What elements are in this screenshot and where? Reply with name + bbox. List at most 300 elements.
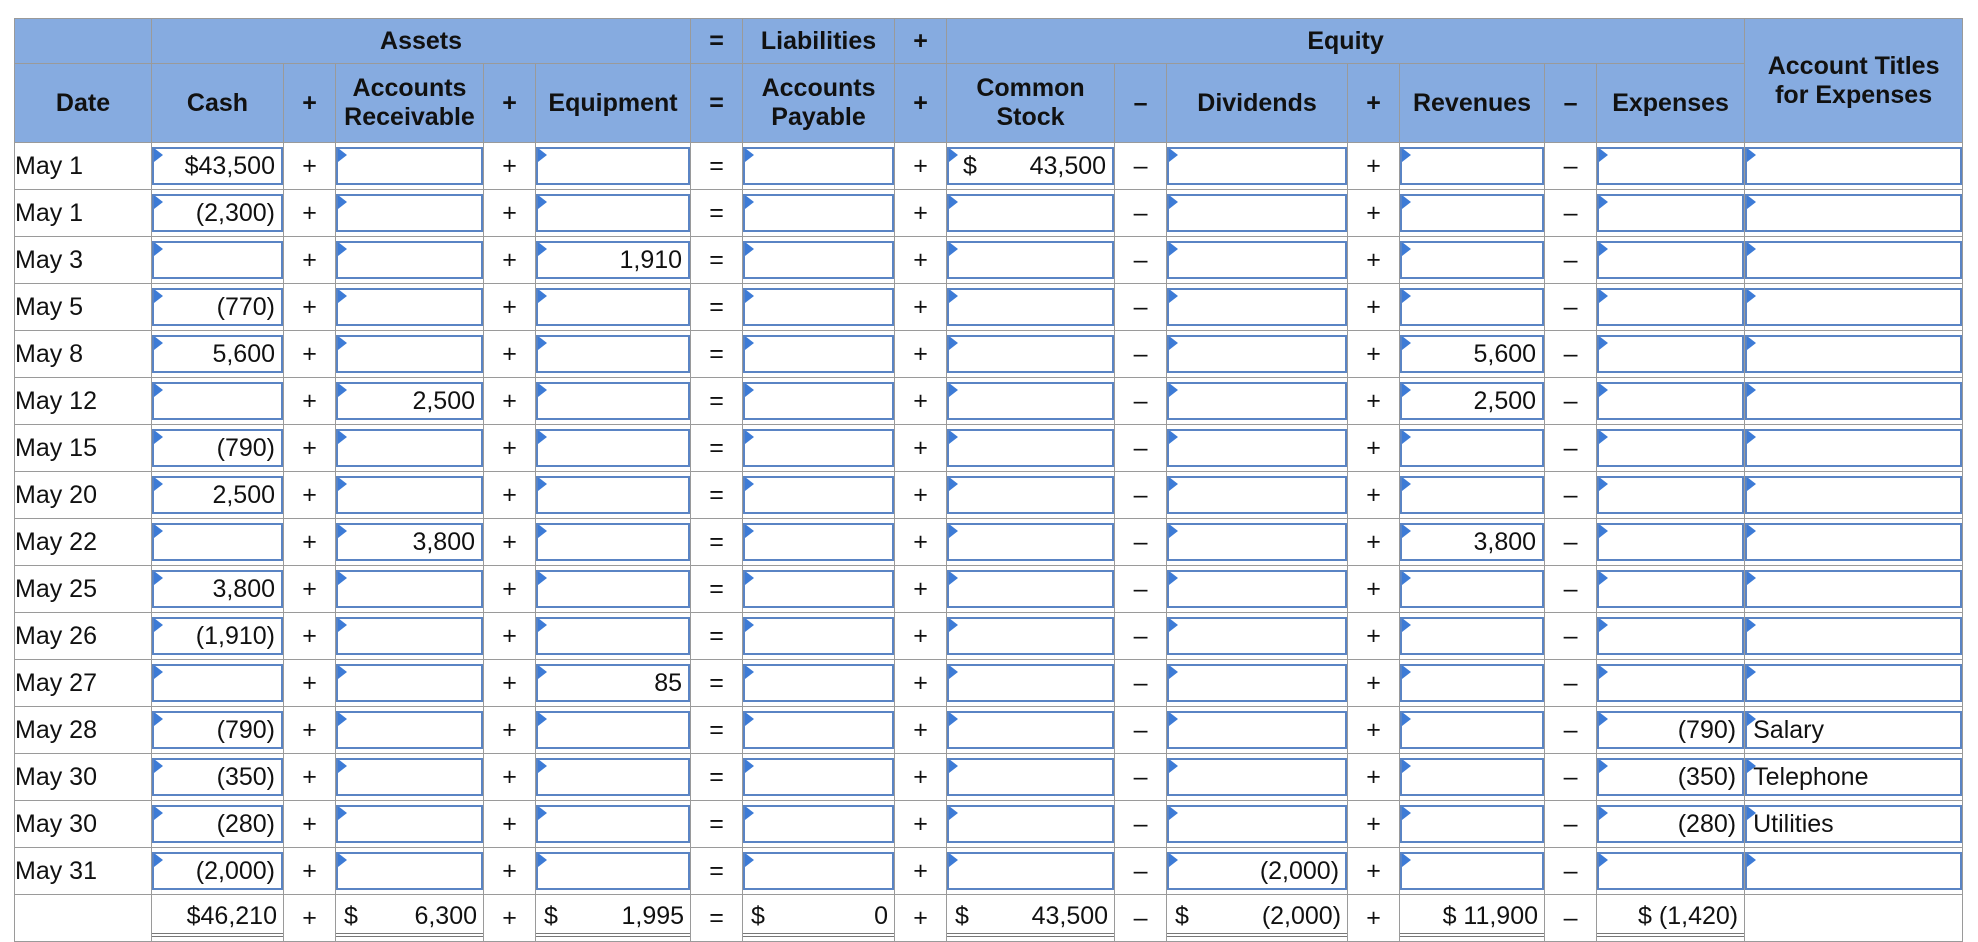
operator-sign: + bbox=[484, 613, 536, 660]
cash-input[interactable] bbox=[152, 241, 283, 279]
expenses-cell bbox=[1597, 425, 1745, 472]
common-stock-input[interactable] bbox=[947, 288, 1114, 326]
operator-sign: – bbox=[1115, 754, 1167, 801]
equipment-input[interactable] bbox=[536, 429, 690, 467]
operator-sign: = bbox=[691, 613, 743, 660]
accounts-receivable-input[interactable] bbox=[336, 288, 483, 326]
input-marker-icon bbox=[745, 571, 754, 585]
expenses-input[interactable] bbox=[1597, 617, 1744, 655]
date-cell: May 30 bbox=[15, 801, 152, 848]
equipment-input[interactable] bbox=[536, 711, 690, 749]
input-marker-icon bbox=[338, 477, 347, 491]
expenses-input[interactable] bbox=[1597, 570, 1744, 608]
revenues-value: 2,500 bbox=[1473, 386, 1537, 415]
dividends-input[interactable] bbox=[1167, 805, 1347, 843]
accounts-payable-input[interactable] bbox=[743, 476, 894, 514]
dividends-input[interactable] bbox=[1167, 288, 1347, 326]
dividends-input[interactable] bbox=[1167, 476, 1347, 514]
expenses-input[interactable] bbox=[1597, 382, 1744, 420]
input-marker-icon bbox=[949, 477, 958, 491]
dividends-input[interactable] bbox=[1167, 664, 1347, 702]
operator-sign: = bbox=[691, 566, 743, 613]
equipment-cell bbox=[536, 566, 691, 613]
operator-sign: – bbox=[1115, 472, 1167, 519]
expense-title-input[interactable] bbox=[1745, 335, 1962, 373]
common-stock-input[interactable] bbox=[947, 711, 1114, 749]
revenues-input[interactable] bbox=[1400, 758, 1544, 796]
common-stock-cell bbox=[947, 472, 1115, 519]
input-marker-icon bbox=[1169, 712, 1178, 726]
accounts-receivable-input[interactable] bbox=[336, 664, 483, 702]
table-row bbox=[15, 754, 1963, 801]
input-marker-icon bbox=[1747, 712, 1756, 726]
input-marker-icon bbox=[1169, 289, 1178, 303]
common-stock-input[interactable] bbox=[947, 241, 1114, 279]
equipment-input[interactable] bbox=[536, 758, 690, 796]
cash-input[interactable] bbox=[152, 523, 283, 561]
accounts-payable-cell bbox=[743, 660, 895, 707]
operator-sign: – bbox=[1545, 425, 1597, 472]
input-marker-icon bbox=[949, 759, 958, 773]
operator-sign: + bbox=[284, 237, 336, 284]
dividends-input[interactable] bbox=[1167, 570, 1347, 608]
input-marker-icon bbox=[538, 289, 547, 303]
header-group-assets: Assets bbox=[152, 19, 691, 64]
expenses-input[interactable] bbox=[1597, 476, 1744, 514]
expenses-input[interactable] bbox=[1597, 711, 1744, 749]
accounts-receivable-cell bbox=[336, 331, 484, 378]
operator-sign: + bbox=[1348, 237, 1400, 284]
revenues-input[interactable] bbox=[1400, 194, 1544, 232]
equipment-input[interactable] bbox=[536, 241, 690, 279]
common-stock-input[interactable] bbox=[947, 852, 1114, 890]
expense-title-input[interactable] bbox=[1745, 476, 1962, 514]
common-stock-input[interactable] bbox=[947, 523, 1114, 561]
cash-value: (280) bbox=[216, 809, 275, 838]
cash-input[interactable] bbox=[152, 617, 283, 655]
input-marker-icon bbox=[1169, 806, 1178, 820]
operator-sign: – bbox=[1115, 237, 1167, 284]
common-stock-input[interactable] bbox=[947, 664, 1114, 702]
cash-value: (790) bbox=[216, 433, 275, 462]
accounts-payable-input[interactable] bbox=[743, 241, 894, 279]
common-stock-input[interactable] bbox=[947, 805, 1114, 843]
cash-input[interactable] bbox=[152, 335, 283, 373]
expense-title-cell bbox=[1745, 848, 1963, 895]
revenues-total-cell bbox=[1400, 895, 1545, 942]
accounts-payable-input[interactable] bbox=[743, 617, 894, 655]
revenues-cell bbox=[1400, 472, 1545, 519]
input-marker-icon bbox=[1402, 477, 1411, 491]
operator-sign: + bbox=[895, 284, 947, 331]
currency-symbol: $ bbox=[1175, 901, 1189, 930]
cash-input[interactable] bbox=[152, 805, 283, 843]
input-marker-icon bbox=[745, 524, 754, 538]
expenses-total-cell bbox=[1597, 895, 1745, 942]
revenues-input[interactable] bbox=[1400, 570, 1544, 608]
accounts-receivable-cell bbox=[336, 190, 484, 237]
input-marker-icon bbox=[745, 148, 754, 162]
input-marker-icon bbox=[1747, 383, 1756, 397]
common-stock-cell bbox=[947, 801, 1115, 848]
accounts-receivable-input[interactable] bbox=[336, 523, 483, 561]
expenses-cell bbox=[1597, 472, 1745, 519]
common-stock-cell bbox=[947, 754, 1115, 801]
expenses-cell bbox=[1597, 190, 1745, 237]
expenses-input[interactable] bbox=[1597, 664, 1744, 702]
accounts-payable-total-value: 0 bbox=[874, 901, 889, 930]
input-marker-icon bbox=[338, 759, 347, 773]
equipment-input[interactable] bbox=[536, 852, 690, 890]
expenses-cell bbox=[1597, 848, 1745, 895]
accounts-receivable-input[interactable] bbox=[336, 617, 483, 655]
dividends-input[interactable] bbox=[1167, 194, 1347, 232]
operator-sign: + bbox=[284, 754, 336, 801]
operator-sign: + bbox=[284, 284, 336, 331]
equipment-input[interactable] bbox=[536, 664, 690, 702]
expenses-input[interactable] bbox=[1597, 852, 1744, 890]
operator-sign: = bbox=[691, 378, 743, 425]
cash-value: 2,500 bbox=[212, 480, 275, 509]
common-stock-input[interactable] bbox=[947, 758, 1114, 796]
dividends-cell bbox=[1167, 754, 1348, 801]
input-marker-icon bbox=[1599, 571, 1608, 585]
input-marker-icon bbox=[154, 477, 163, 491]
expenses-input[interactable] bbox=[1597, 241, 1744, 279]
expense-title-value: Utilities bbox=[1753, 809, 1834, 838]
expenses-input[interactable] bbox=[1597, 288, 1744, 326]
accounts-payable-input[interactable] bbox=[743, 382, 894, 420]
revenues-input[interactable] bbox=[1400, 805, 1544, 843]
input-marker-icon bbox=[1747, 336, 1756, 350]
operator-sign: + bbox=[1348, 425, 1400, 472]
common-stock-input[interactable] bbox=[947, 335, 1114, 373]
accounts-receivable-input[interactable] bbox=[336, 241, 483, 279]
expenses-input[interactable] bbox=[1597, 194, 1744, 232]
revenues-input[interactable] bbox=[1400, 476, 1544, 514]
cash-input[interactable] bbox=[152, 570, 283, 608]
operator-sign: – bbox=[1115, 801, 1167, 848]
date-cell: May 30 bbox=[15, 754, 152, 801]
revenues-value: 5,600 bbox=[1473, 339, 1537, 368]
input-marker-icon bbox=[1747, 242, 1756, 256]
input-marker-icon bbox=[338, 524, 347, 538]
revenues-input[interactable] bbox=[1400, 852, 1544, 890]
accounts-payable-input[interactable] bbox=[743, 758, 894, 796]
input-marker-icon bbox=[949, 148, 958, 162]
revenues-input[interactable] bbox=[1400, 429, 1544, 467]
date-cell: May 25 bbox=[15, 566, 152, 613]
equipment-input[interactable] bbox=[536, 523, 690, 561]
accounts-receivable-input[interactable] bbox=[336, 570, 483, 608]
input-marker-icon bbox=[745, 853, 754, 867]
accounts-receivable-input[interactable] bbox=[336, 476, 483, 514]
revenues-cell bbox=[1400, 566, 1545, 613]
expense-title-input[interactable] bbox=[1745, 805, 1962, 843]
cash-input[interactable] bbox=[152, 476, 283, 514]
expense-title-input[interactable] bbox=[1745, 523, 1962, 561]
accounts-payable-input[interactable] bbox=[743, 570, 894, 608]
accounts-payable-input[interactable] bbox=[743, 288, 894, 326]
expenses-input[interactable] bbox=[1597, 758, 1744, 796]
accounts-payable-cell bbox=[743, 801, 895, 848]
expense-title-input[interactable] bbox=[1745, 852, 1962, 890]
dividends-input[interactable] bbox=[1167, 241, 1347, 279]
accounting-equation-table bbox=[14, 18, 1963, 942]
dividends-input[interactable] bbox=[1167, 758, 1347, 796]
currency-symbol: $ bbox=[963, 151, 977, 180]
cash-input[interactable] bbox=[152, 194, 283, 232]
input-marker-icon bbox=[154, 712, 163, 726]
revenues-input[interactable] bbox=[1400, 523, 1544, 561]
cash-cell bbox=[152, 425, 284, 472]
accounts-payable-cell bbox=[743, 754, 895, 801]
operator-sign: + bbox=[284, 425, 336, 472]
revenues-input[interactable] bbox=[1400, 288, 1544, 326]
input-marker-icon bbox=[745, 336, 754, 350]
expense-title-cell bbox=[1745, 472, 1963, 519]
operator-sign: – bbox=[1545, 801, 1597, 848]
accounts-receivable-input[interactable] bbox=[336, 335, 483, 373]
accounts-payable-input[interactable] bbox=[743, 523, 894, 561]
expense-title-input[interactable] bbox=[1745, 194, 1962, 232]
dividends-value: (2,000) bbox=[1259, 856, 1340, 885]
input-marker-icon bbox=[1169, 524, 1178, 538]
table-row bbox=[15, 143, 1963, 190]
input-marker-icon bbox=[1169, 853, 1178, 867]
equipment-input[interactable] bbox=[536, 382, 690, 420]
dividends-input[interactable] bbox=[1167, 711, 1347, 749]
common-stock-input[interactable] bbox=[947, 194, 1114, 232]
expenses-input[interactable] bbox=[1597, 429, 1744, 467]
common-stock-input[interactable] bbox=[947, 476, 1114, 514]
input-marker-icon bbox=[154, 853, 163, 867]
dividends-input[interactable] bbox=[1167, 617, 1347, 655]
operator-sign: + bbox=[895, 190, 947, 237]
accounts-payable-input[interactable] bbox=[743, 805, 894, 843]
operator-sign: + bbox=[895, 425, 947, 472]
dividends-input[interactable] bbox=[1167, 382, 1347, 420]
cash-input[interactable] bbox=[152, 382, 283, 420]
input-marker-icon bbox=[1599, 477, 1608, 491]
equipment-input[interactable] bbox=[536, 476, 690, 514]
revenues-input[interactable] bbox=[1400, 382, 1544, 420]
operator-sign: + bbox=[484, 284, 536, 331]
accounts-receivable-input[interactable] bbox=[336, 147, 483, 185]
accounts-receivable-cell bbox=[336, 801, 484, 848]
cash-value: 3,800 bbox=[212, 574, 275, 603]
table-row bbox=[15, 707, 1963, 754]
expense-title-input[interactable] bbox=[1745, 429, 1962, 467]
accounts-payable-input[interactable] bbox=[743, 711, 894, 749]
date-cell: May 15 bbox=[15, 425, 152, 472]
input-marker-icon bbox=[154, 665, 163, 679]
expenses-input[interactable] bbox=[1597, 523, 1744, 561]
equipment-input[interactable] bbox=[536, 194, 690, 232]
input-marker-icon bbox=[154, 289, 163, 303]
input-marker-icon bbox=[538, 618, 547, 632]
currency-symbol: $ bbox=[344, 901, 358, 930]
header-common-stock: Common Stock bbox=[947, 64, 1115, 143]
operator-sign: + bbox=[1348, 613, 1400, 660]
accounts-receivable-input[interactable] bbox=[336, 382, 483, 420]
expense-title-cell bbox=[1745, 425, 1963, 472]
dividends-cell bbox=[1167, 707, 1348, 754]
revenues-input[interactable] bbox=[1400, 711, 1544, 749]
input-marker-icon bbox=[1599, 430, 1608, 444]
common-stock-cell bbox=[947, 237, 1115, 284]
input-marker-icon bbox=[338, 430, 347, 444]
dividends-cell bbox=[1167, 848, 1348, 895]
operator-sign: = bbox=[691, 848, 743, 895]
common-stock-input[interactable] bbox=[947, 147, 1114, 185]
operator-sign: + bbox=[895, 660, 947, 707]
header-expenses: Expenses bbox=[1597, 64, 1745, 143]
equipment-input[interactable] bbox=[536, 805, 690, 843]
dividends-input[interactable] bbox=[1167, 147, 1347, 185]
operator-sign: + bbox=[1348, 707, 1400, 754]
cash-input[interactable] bbox=[152, 429, 283, 467]
input-marker-icon bbox=[538, 383, 547, 397]
dividends-input[interactable] bbox=[1167, 852, 1347, 890]
operator-sign: + bbox=[1348, 801, 1400, 848]
input-marker-icon bbox=[745, 430, 754, 444]
expenses-input[interactable] bbox=[1597, 805, 1744, 843]
cash-cell bbox=[152, 801, 284, 848]
revenues-input[interactable] bbox=[1400, 241, 1544, 279]
revenues-input[interactable] bbox=[1400, 335, 1544, 373]
input-marker-icon bbox=[1402, 242, 1411, 256]
cash-input[interactable] bbox=[152, 852, 283, 890]
input-marker-icon bbox=[1169, 430, 1178, 444]
revenues-input[interactable] bbox=[1400, 147, 1544, 185]
input-marker-icon bbox=[949, 665, 958, 679]
dividends-input[interactable] bbox=[1167, 429, 1347, 467]
input-marker-icon bbox=[745, 383, 754, 397]
accounts-receivable-cell bbox=[336, 378, 484, 425]
revenues-cell bbox=[1400, 190, 1545, 237]
expenses-value: (280) bbox=[1677, 809, 1737, 838]
operator-sign: + bbox=[484, 425, 536, 472]
common-stock-input[interactable] bbox=[947, 617, 1114, 655]
common-stock-input[interactable] bbox=[947, 570, 1114, 608]
expenses-input[interactable] bbox=[1597, 335, 1744, 373]
expense-title-input[interactable] bbox=[1745, 241, 1962, 279]
equipment-total-cell bbox=[536, 895, 691, 942]
operator-sign: – bbox=[1545, 190, 1597, 237]
accounts-payable-input[interactable] bbox=[743, 194, 894, 232]
expenses-input[interactable] bbox=[1597, 147, 1744, 185]
input-marker-icon bbox=[1599, 665, 1608, 679]
accounts-receivable-input[interactable] bbox=[336, 711, 483, 749]
input-marker-icon bbox=[1599, 806, 1608, 820]
cash-input[interactable] bbox=[152, 711, 283, 749]
common-stock-input[interactable] bbox=[947, 429, 1114, 467]
equipment-input[interactable] bbox=[536, 617, 690, 655]
cash-input[interactable] bbox=[152, 758, 283, 796]
operator-sign: + bbox=[895, 754, 947, 801]
expense-title-input[interactable] bbox=[1745, 711, 1962, 749]
accounts-receivable-input[interactable] bbox=[336, 852, 483, 890]
accounts-receivable-input[interactable] bbox=[336, 805, 483, 843]
accounts-receivable-cell bbox=[336, 660, 484, 707]
equipment-input[interactable] bbox=[536, 147, 690, 185]
dividends-cell bbox=[1167, 613, 1348, 660]
expense-title-input[interactable] bbox=[1745, 617, 1962, 655]
dividends-input[interactable] bbox=[1167, 335, 1347, 373]
expense-title-cell bbox=[1745, 237, 1963, 284]
cash-input[interactable] bbox=[152, 288, 283, 326]
operator-sign: – bbox=[1115, 519, 1167, 566]
input-marker-icon bbox=[1599, 148, 1608, 162]
equipment-input[interactable] bbox=[536, 288, 690, 326]
input-marker-icon bbox=[1169, 383, 1178, 397]
operator-sign: + bbox=[484, 660, 536, 707]
accounts-payable-input[interactable] bbox=[743, 147, 894, 185]
input-marker-icon bbox=[1599, 853, 1608, 867]
operator-sign: + bbox=[1348, 378, 1400, 425]
operator-sign: – bbox=[1115, 284, 1167, 331]
date-cell: May 12 bbox=[15, 378, 152, 425]
accounts-receivable-input[interactable] bbox=[336, 194, 483, 232]
accounts-receivable-cell bbox=[336, 237, 484, 284]
cash-value: 5,600 bbox=[212, 339, 275, 368]
accounts-payable-cell bbox=[743, 190, 895, 237]
operator-sign: + bbox=[284, 566, 336, 613]
input-marker-icon bbox=[338, 618, 347, 632]
accounts-payable-input[interactable] bbox=[743, 429, 894, 467]
input-marker-icon bbox=[154, 383, 163, 397]
accounts-payable-cell bbox=[743, 707, 895, 754]
input-marker-icon bbox=[1402, 853, 1411, 867]
equipment-input[interactable] bbox=[536, 570, 690, 608]
accounts-payable-cell bbox=[743, 237, 895, 284]
accounts-payable-input[interactable] bbox=[743, 664, 894, 702]
expense-title-input[interactable] bbox=[1745, 570, 1962, 608]
revenues-input[interactable] bbox=[1400, 617, 1544, 655]
expense-title-input[interactable] bbox=[1745, 147, 1962, 185]
expense-title-input[interactable] bbox=[1745, 758, 1962, 796]
operator-sign: = bbox=[691, 519, 743, 566]
accounts-payable-cell bbox=[743, 566, 895, 613]
input-marker-icon bbox=[949, 853, 958, 867]
expense-title-input[interactable] bbox=[1745, 288, 1962, 326]
dividends-total-cell bbox=[1167, 895, 1348, 942]
table-row bbox=[15, 237, 1963, 284]
accounts-receivable-value: 2,500 bbox=[412, 386, 475, 415]
input-marker-icon bbox=[1402, 336, 1411, 350]
input-marker-icon bbox=[1402, 665, 1411, 679]
cash-input[interactable] bbox=[152, 147, 283, 185]
common-stock-input[interactable] bbox=[947, 382, 1114, 420]
input-marker-icon bbox=[538, 148, 547, 162]
equipment-input[interactable] bbox=[536, 335, 690, 373]
header-group-plus: + bbox=[895, 19, 947, 64]
cash-input[interactable] bbox=[152, 664, 283, 702]
revenues-input[interactable] bbox=[1400, 664, 1544, 702]
input-marker-icon bbox=[949, 383, 958, 397]
operator-sign: + bbox=[484, 331, 536, 378]
dividends-input[interactable] bbox=[1167, 523, 1347, 561]
accounts-receivable-input[interactable] bbox=[336, 429, 483, 467]
accounts-payable-input[interactable] bbox=[743, 852, 894, 890]
accounts-payable-input[interactable] bbox=[743, 335, 894, 373]
equipment-total-value: 1,995 bbox=[621, 901, 685, 930]
expense-title-input[interactable] bbox=[1745, 664, 1962, 702]
operator-sign: – bbox=[1545, 284, 1597, 331]
accounts-receivable-input[interactable] bbox=[336, 758, 483, 796]
expense-title-input[interactable] bbox=[1745, 382, 1962, 420]
